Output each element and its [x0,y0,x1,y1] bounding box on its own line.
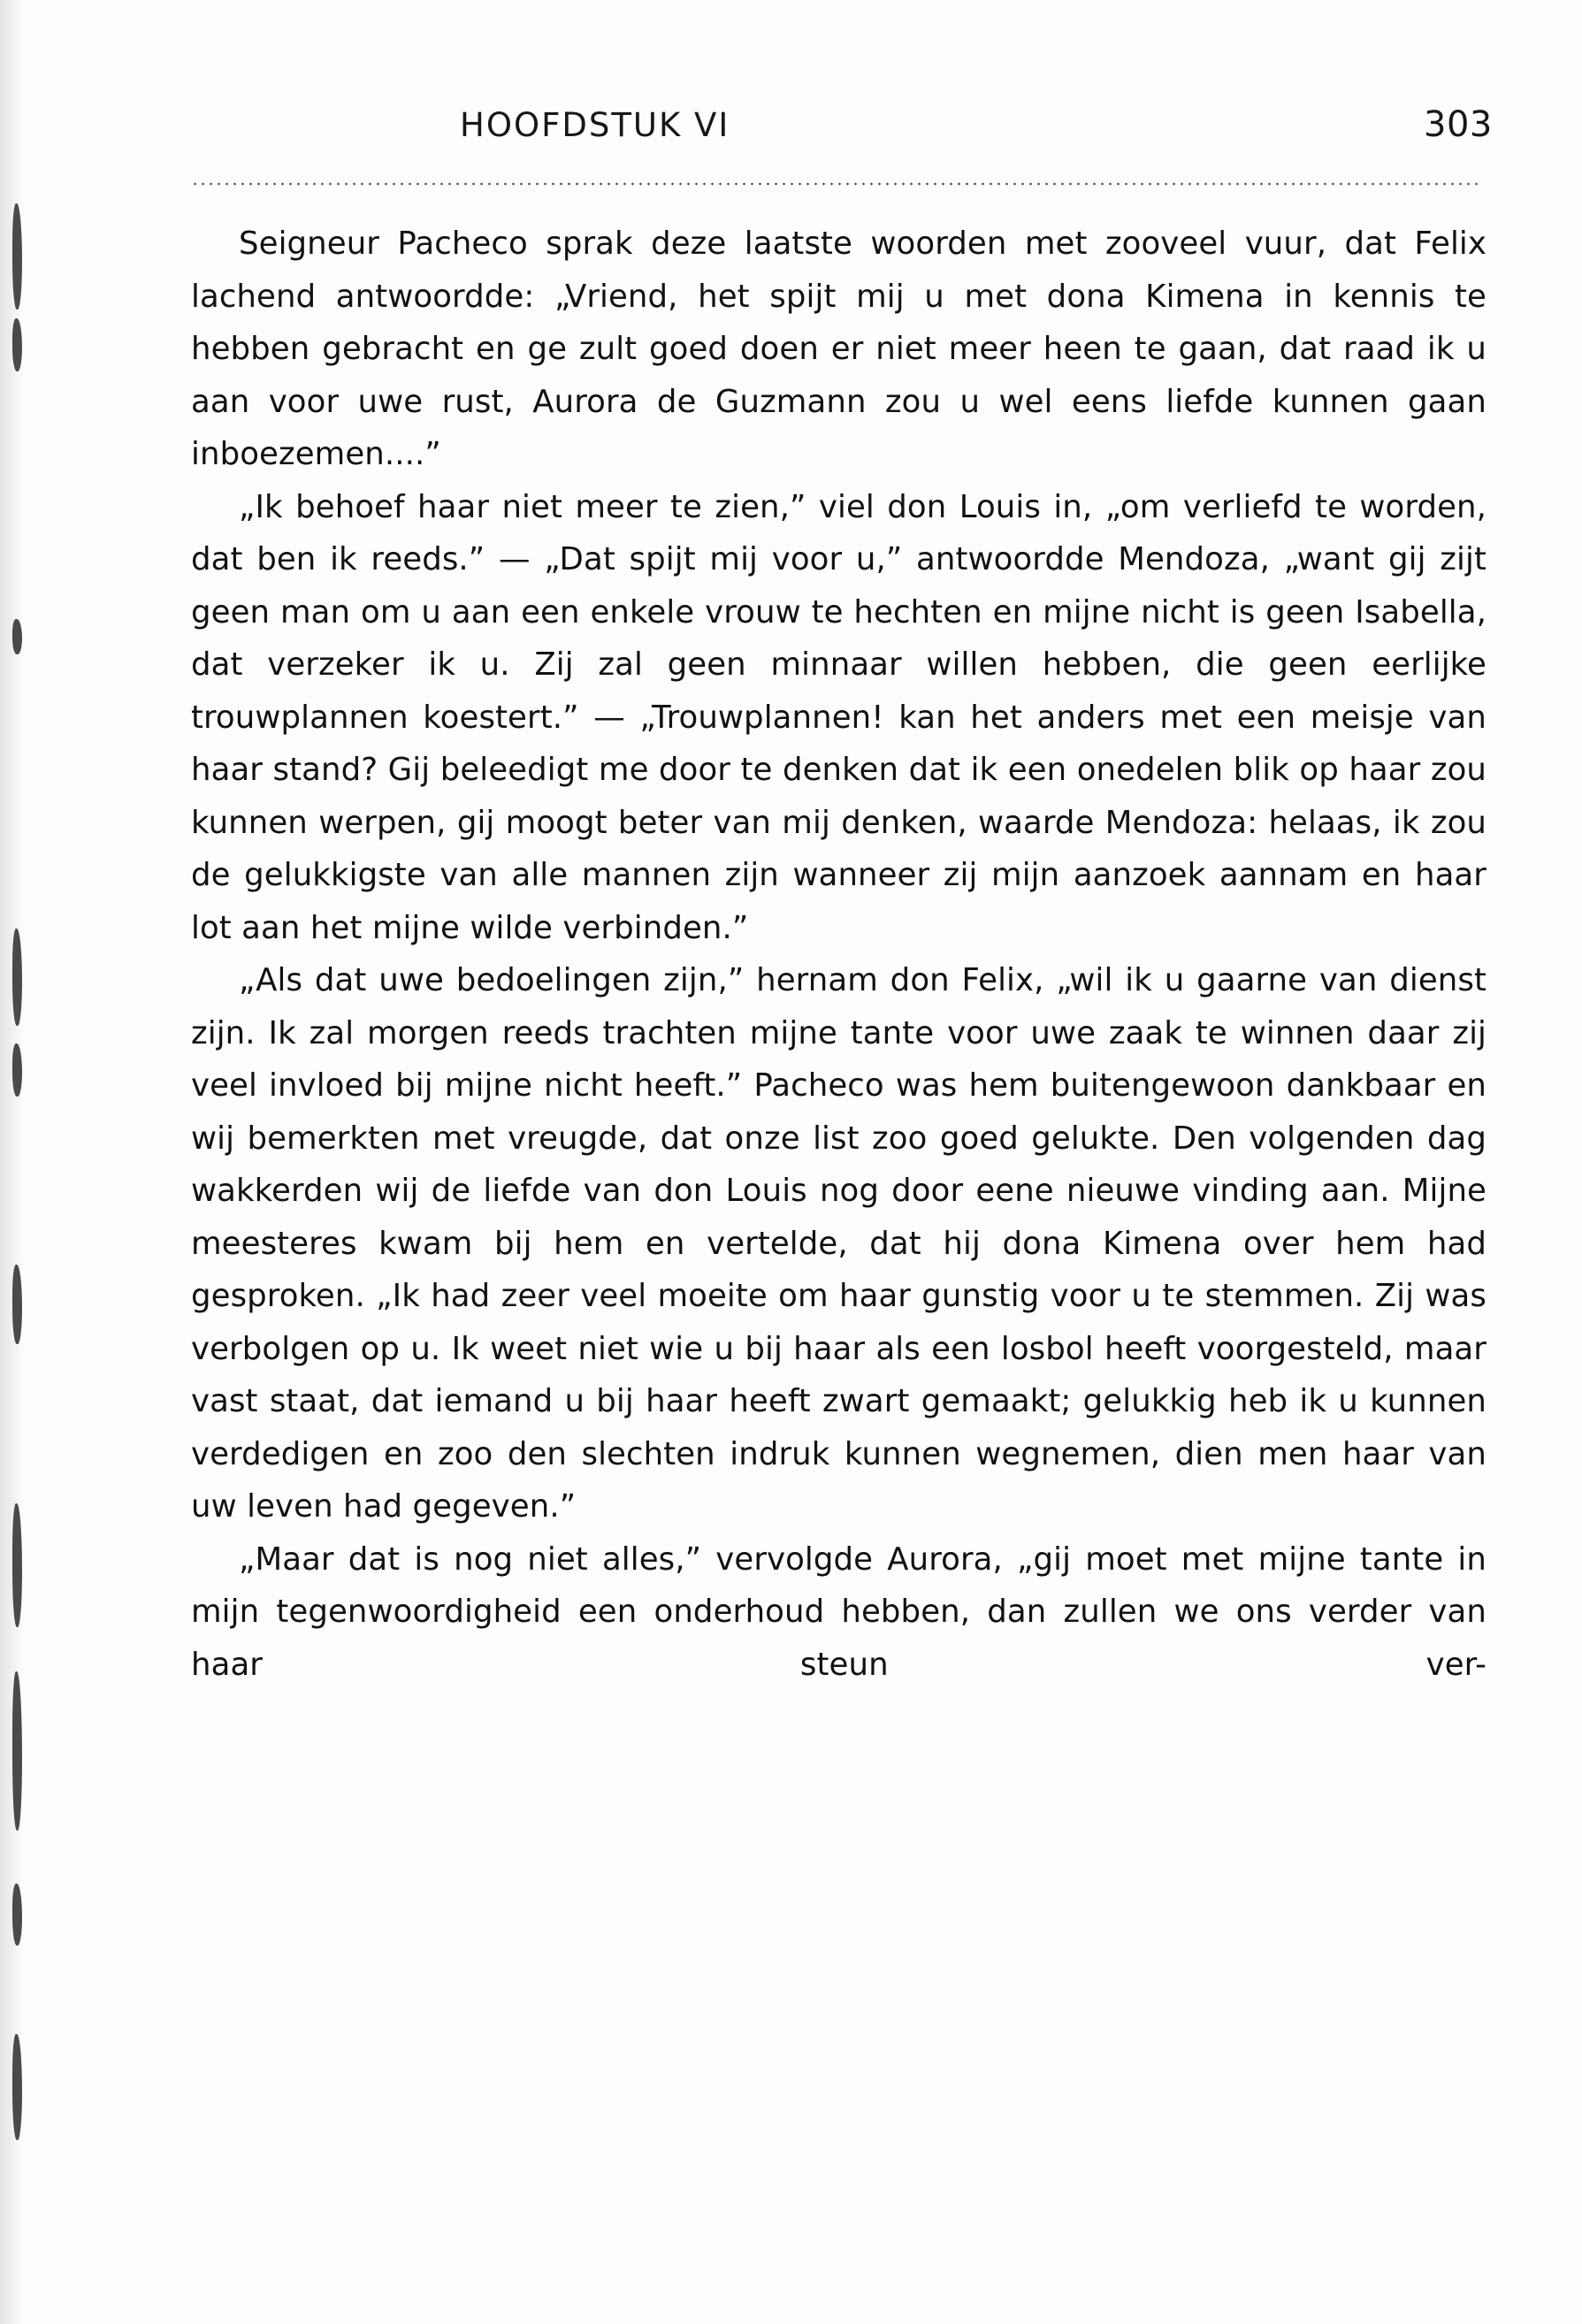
running-head: HOOFDSTUK VI [460,106,730,144]
scan-speckle [12,929,22,1026]
scan-speckle [12,1265,22,1344]
scan-speckle [12,1884,22,1946]
paragraph: Seigneur Pacheco sprak deze laatste woorden met zooveel vuur, dat Felix lachend antwoordde: „Vriend, het spijt mij u met dona Kimena in kennis te hebben gebracht en ge zult goed doen er niet meer heen te gaan, dat raad ik u aan voor uwe rust, Aurora de Guzmann zou u wel eens liefde kunnen gaan inboezemen....” [191,226,1486,472]
scan-speckle [12,2034,22,2140]
page-number: 303 [1424,104,1493,145]
binding-gutter-shadow [0,0,30,2324]
body-text-column [191,218,1486,1744]
header-dotted-rule [191,182,1482,186]
scan-speckle [12,1044,22,1097]
scan-speckle [12,619,22,654]
paragraph: „Als dat uwe bedoelingen zijn,” hernam don Felix, „wil ik u gaarne van dienst zijn. Ik zal morgen reeds trachten mijne tante voor uwe zaak te winnen daar zij veel invloed bij mijne nicht heeft.” Pacheco was hem buitengewoon dankbaar en wij bemerkten met vreugde, dat onze list zoo goed gelukte. Den volgenden dag wakkerden wij de liefde van don Louis nog door eene nieuwe vinding aan. Mijne meesteres kwam bij hem en vertelde, dat hij dona Kimena over hem had gesproken. „Ik had zeer veel moeite om haar gunstig voor u te stemmen. Zij was verbolgen op u. Ik weet niet wie u bij haar als een losbol heeft voorgesteld, maar vast staat, dat iemand u bij haar heeft zwart gemaakt; gelukkig heb ik u kunnen verdedigen en zoo den slechten indruk kunnen wegnemen, dien men haar van uw leven had gegeven.” [191,962,1486,1525]
paragraph: „Ik behoef haar niet meer te zien,” viel don Louis in, „om verliefd te worden, dat ben ik reeds.” — „Dat spijt mij voor u,” antwoordde Mendoza, „want gij zijt geen man om u aan een enkele vrouw te hechten en mijne nicht is geen Isabella, dat verzeker ik u. Zij zal geen minnaar willen hebben, die geen eerlijke trouwplannen koestert.” — „Trouwplannen! kan het anders met een meisje van haar stand? Gij beleedigt me door te denken dat ik een onedelen blik op haar zou kunnen werpen, gij moogt beter van mij denken, waarde Mendoza: helaas, ik zou de gelukkigste van alle mannen zijn wanneer zij mijn aanzoek aannam en haar lot aan het mijne wilde verbinden.” [191,488,1486,946]
scan-speckle [12,203,22,310]
scan-speckle [12,1671,22,1831]
scan-speckle [12,318,22,371]
scan-speckle [12,1503,22,1627]
paragraph: „Maar dat is nog niet alles,” vervolgde Aurora, „gij moet met mijne tante in mijn tegenwoordigheid een onderhoud hebben, dan zullen we ons verder van haar steun ver- [191,1540,1486,1683]
